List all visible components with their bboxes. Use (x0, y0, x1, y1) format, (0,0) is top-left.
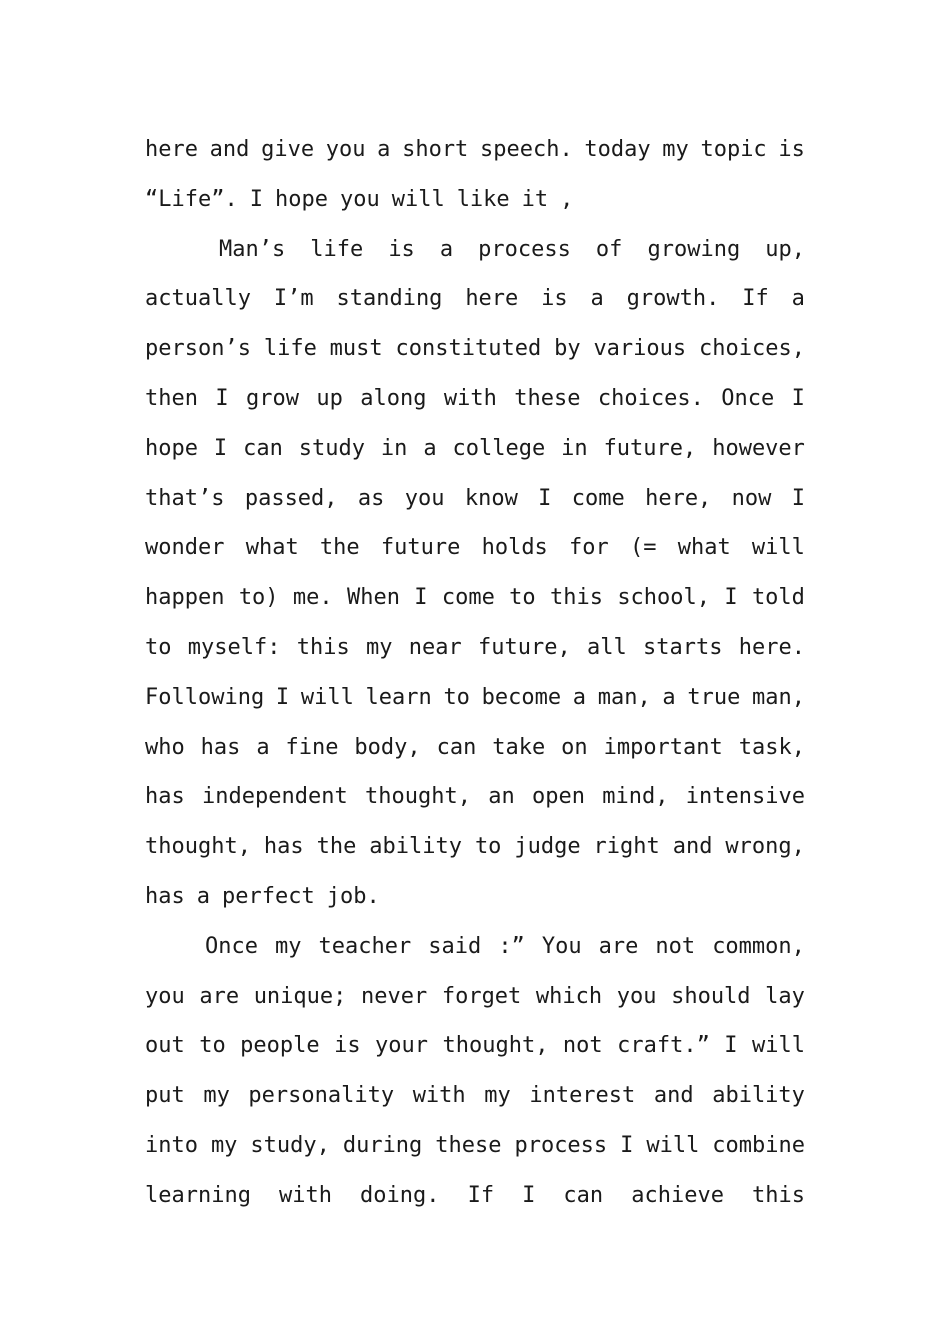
text-line: Following I will learn to become a man, a true man, (145, 684, 805, 710)
text-line: to myself: this my near future, all starts here. (145, 634, 805, 660)
text-line: Once my teacher said :” You are not common, (205, 933, 805, 959)
text-line: who has a fine body, can take on important task, (145, 734, 805, 760)
text-line: wonder what the future holds for (= what will (145, 535, 805, 561)
text-line: person’s life must constituted by various choices, (145, 336, 805, 362)
text-line: into my study, during these process I will combine (145, 1132, 805, 1158)
text-line: hope I can study in a college in future, however (145, 435, 805, 461)
text-line: out to people is your thought, not craft.” I will (145, 1033, 805, 1059)
text-line: then I grow up along with these choices. Once I (145, 385, 805, 411)
text-line: you are unique; never forget which you should lay (145, 983, 805, 1009)
text-line: actually I’m standing here is a growth. If a (145, 286, 805, 312)
text-line: thought, has the ability to judge right and wrong, (145, 834, 805, 860)
text-line: here and give you a short speech. today my topic is (145, 137, 805, 162)
text-line: “Life”. I hope you will like it , (145, 186, 574, 212)
text-line: happen to) me. When I come to this school, I told (145, 585, 805, 611)
text-line: Man’s life is a process of growing up, (219, 236, 805, 262)
text-line: learning with doing. If I can achieve this (145, 1182, 805, 1208)
text-line: that’s passed, as you know I come here, now I (145, 485, 805, 511)
text-line: has independent thought, an open mind, intensive (145, 784, 805, 810)
text-line: put my personality with my interest and ability (145, 1083, 805, 1109)
document-body (145, 125, 805, 1221)
text-line: has a perfect job. (145, 883, 380, 909)
